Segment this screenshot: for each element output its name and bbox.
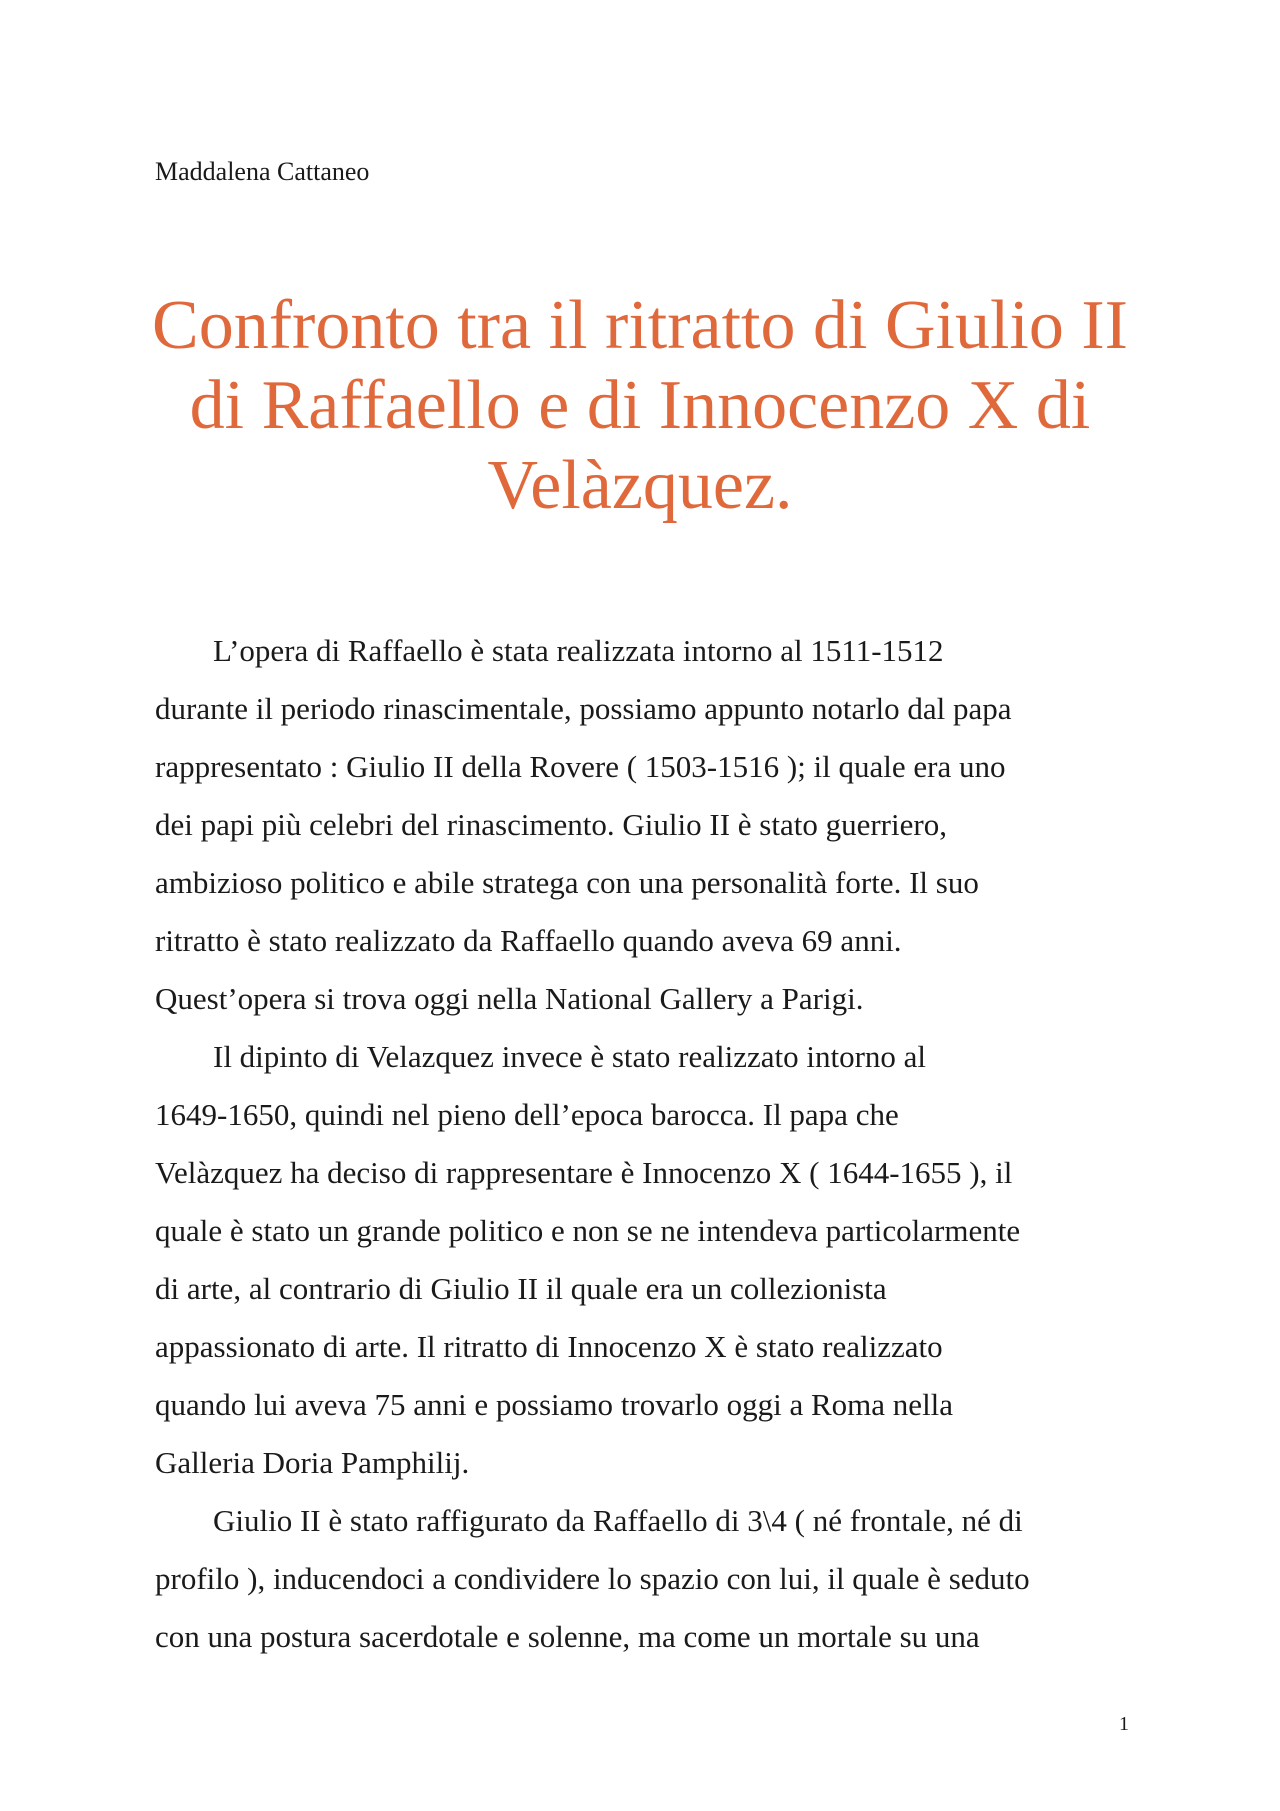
paragraph-giulio-portrait (155, 1492, 1155, 1666)
text-line: Giulio II è stato raffigurato da Raffaello di 3\4 ( né frontale, né di (213, 1503, 1023, 1538)
text-line: appassionato di arte. Il ritratto di Innocenzo X è stato realizzato (155, 1329, 943, 1364)
paragraph-velazquez (155, 1028, 1155, 1492)
document-title: Confronto tra il ritratto di Giulio II di Raffaello e di Innocenzo X di Velàzquez. (152, 287, 1128, 524)
text-line: profilo ), inducendoci a condividere lo spazio con lui, il quale è seduto (155, 1561, 1030, 1596)
text-line: quale è stato un grande politico e non se ne intendeva particolarmente (155, 1213, 1021, 1248)
text-line: durante il periodo rinascimentale, possiamo appunto notarlo dal papa (155, 691, 1012, 726)
text-line: 1649-1650, quindi nel pieno dell’epoca barocca. Il papa che (155, 1097, 899, 1132)
text-line: dei papi più celebri del rinascimento. Giulio II è stato guerriero, (155, 807, 947, 842)
text-line: ambizioso politico e abile stratega con una personalità forte. Il suo (155, 865, 979, 900)
text-line: Il dipinto di Velazquez invece è stato realizzato intorno al (213, 1039, 927, 1074)
text-line: quando lui aveva 75 anni e possiamo trovarlo oggi a Roma nella (155, 1387, 954, 1422)
text-line: Velàzquez ha deciso di rappresentare è Innocenzo X ( 1644-1655 ), il (155, 1155, 1013, 1190)
text-line: Quest’opera si trova oggi nella National Gallery a Parigi. (155, 981, 864, 1016)
document-body (155, 622, 1155, 1666)
page-number: 1 (1119, 1713, 1129, 1735)
text-line: Galleria Doria Pamphilij. (155, 1445, 470, 1480)
paragraph-raffaello (155, 622, 1155, 1028)
text-line: di arte, al contrario di Giulio II il quale era un collezionista (155, 1271, 887, 1306)
author-name: Maddalena Cattaneo (155, 157, 370, 186)
text-line: con una postura sacerdotale e solenne, ma come un mortale su una (155, 1619, 980, 1654)
text-line: ritratto è stato realizzato da Raffaello quando aveva 69 anni. (155, 923, 902, 958)
text-line: rappresentato : Giulio II della Rovere ( 1503-1516 ); il quale era uno (155, 749, 1006, 784)
text-line: L’opera di Raffaello è stata realizzata intorno al 1511-1512 (213, 633, 944, 668)
